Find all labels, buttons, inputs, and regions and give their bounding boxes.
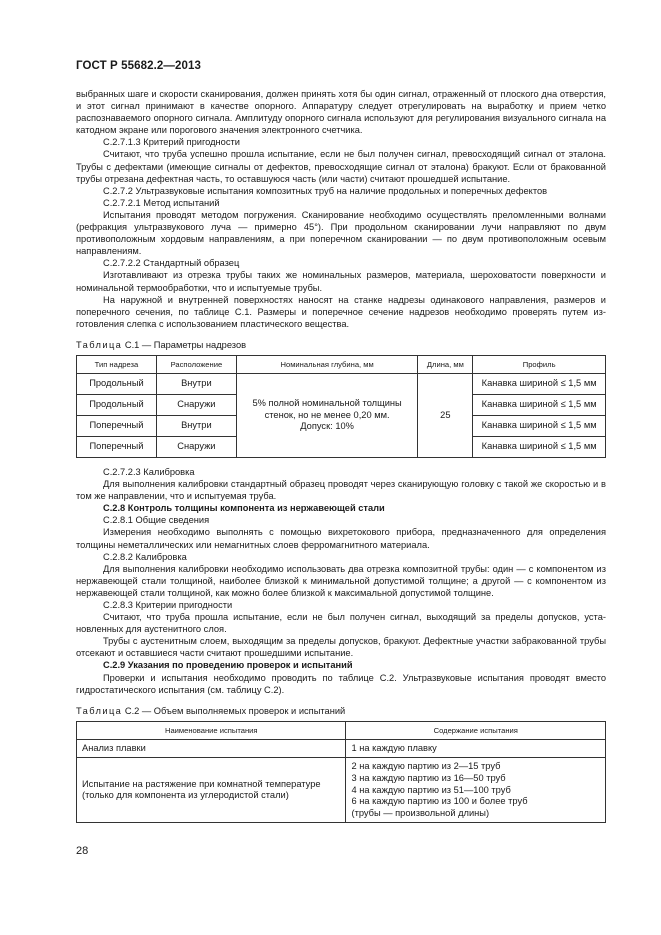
location-cell: Внутри [156, 373, 236, 394]
paragraph: На наружной и внутренней поверхностях наносят на станке надрезы одинакового направления, размеров и поперечного сечения, по таблице С.1. Размеры и поперечное сечение надрезов необходимо проверять путем изготовления слепка с использованием пластического вещества. [76, 294, 606, 329]
notch-parameters-table [76, 355, 606, 458]
section-heading: С.2.8.2 Калибровка [103, 551, 187, 562]
table-header-cell: Наименование испытания [77, 721, 346, 739]
depth-line: Допуск: 10% [300, 421, 354, 432]
test-content-line: 3 на каждую партию из 16—50 труб [351, 773, 506, 784]
spacer [76, 458, 606, 466]
test-content-line: 4 на каждую партию из 51—100 труб [351, 784, 511, 795]
test-name-cell: Анализ плавки [77, 739, 346, 758]
section-heading: С.2.7.2.1 Метод испытаний [103, 197, 220, 208]
table2-caption-text: С.2 — Объем выполняемых проверок и испытаний [122, 705, 346, 716]
table-header-row [77, 721, 606, 739]
table-header-cell: Номинальная глубина, мм [236, 355, 418, 373]
table-row [77, 758, 606, 823]
table-header-cell: Содержание испытания [346, 721, 606, 739]
table-header-cell: Профиль [473, 355, 606, 373]
paragraph: Изготавливают из отрезка трубы таких же номинальных размеров, материала, шероховатости поверхности и номинальной термообработки, что и испытуемые трубы. [76, 270, 606, 293]
test-content-line: (трубы — произвольной длины) [351, 807, 490, 818]
paragraph: выбранных шаге и скорости сканирования, должен принять хотя бы один сигнал, отраженный от плоского дна отверстия, и этот сигнал принимают в качестве опорного. Аппаратуру следует отрегулировать на выработку и прием четко распознаваемого опорного сигнала. Амплитуду опорного сигнала используют для регулирования визуального сигнала на катодном экране или порогового значения электронного счетчика. [76, 89, 606, 136]
table-row [77, 373, 606, 394]
section-heading: С.2.7.2 Ультразвуковые испытания композитных труб на наличие продольных и поперечных дефектов [103, 185, 548, 196]
profile-cell: Канавка шириной ≤ 1,5 мм [473, 436, 606, 457]
test-name-line: (только для компонента из углеродистой стали) [82, 790, 289, 801]
paragraph: Для выполнения калибровки необходимо использовать два отрезка композитной трубы: один — с компонентом из нержавеющей стали толщиной, наиболее близкой к минимальной допустимой толщине; а другой — с компонентом из нержавеющей стали толщиной, как можно более близкой к максимальной допустимой толщине. [76, 563, 606, 598]
section-heading-bold: С.2.9 Указания по проведению проверок и испытаний [103, 660, 353, 671]
paragraph: Испытания проводят методом погружения. Сканирование необходимо осуществлять преломленными волнами (рефракция ультразвукового луча — примерно 45°). При продольном сканировании лучи направляют по двум противоположным хордовым направлениям, а при поперечном сканировании — по двум противоположным осевым направлениям. [76, 209, 606, 257]
depth-cell [236, 373, 418, 457]
table-header-row [77, 355, 606, 373]
table2-caption [76, 705, 606, 717]
paragraph: Для выполнения калибровки стандартный образец проводят через сканирующую головку с такой же скоростью и в том же направлении, что и испытуемая труба. [76, 479, 606, 502]
notch-type-cell: Продольный [77, 373, 157, 394]
notch-type-cell: Поперечный [77, 436, 157, 457]
table1-caption [76, 339, 606, 351]
table-header-cell: Тип надреза [77, 355, 157, 373]
section-heading: С.2.7.1.3 Критерий пригодности [103, 137, 240, 148]
location-cell: Внутри [156, 415, 236, 436]
section-heading: С.2.7.2.2 Стандартный образец [103, 258, 240, 269]
page-header: ГОСТ Р 55682.2—2013 [76, 60, 201, 72]
location-cell: Снаружи [156, 436, 236, 457]
table-header-cell: Длина, мм [418, 355, 473, 373]
section-heading: С.2.8.1 Общие сведения [103, 515, 210, 526]
paragraph: Считают, что труба успешно прошла испытание, если не был получен сигнал, превосходящий сигнал от эталона. Трубы с дефектами (имеющие сигналы от дефектов, превосходящие сигнал от эталона) бракуют. Если от бракованной трубы отрезана дефектная часть, то оставшуюся часть (или части) считают прошедшей испытание. [76, 149, 606, 184]
paragraph: Измерения необходимо выполнять с помощью вихретокового прибора, предназначенного для определения толщины неметаллических или немагнитных слоев ферромагнитного материала. [76, 527, 606, 550]
notch-type-cell: Поперечный [77, 415, 157, 436]
section-heading: С.2.8.3 Критерии пригодности [103, 600, 233, 610]
table-header-cell: Расположение [156, 355, 236, 373]
paragraph: Проверки и испытания необходимо проводить по таблице С.2. Ультразвуковые испытания проводят вместо гидростатического испытания (см. таблицу С.2). [76, 672, 606, 695]
paragraph: Трубы с аустенитным слоем, выходящим за пределы допусков, бракуют. Дефектные участки забракованной трубы отсекают и оставшиеся части считают прошедшими испытание. [76, 636, 606, 659]
test-content-line: 6 на каждую партию из 100 и более труб [351, 796, 528, 807]
section-heading-bold: С.2.8 Контроль толщины компонента из нержавеющей стали [103, 503, 385, 514]
depth-line: стенок, но не менее 0,20 мм. [264, 409, 390, 420]
table1-caption-text: С.1 — Параметры надрезов [122, 339, 247, 350]
table2-caption-word: Таблица [76, 705, 123, 716]
length-cell: 25 [418, 373, 473, 457]
section-heading: С.2.7.2.3 Калибровка [103, 466, 195, 477]
location-cell: Снаружи [156, 394, 236, 415]
paragraph: Считают, что труба прошла испытание, если не был получен сигнал, выходящий за пределы допусков, установленных для аустенитного слоя. [76, 612, 606, 635]
profile-cell: Канавка шириной ≤ 1,5 мм [473, 394, 606, 415]
test-content-line: 2 на каждую партию из 2—15 труб [351, 761, 501, 772]
test-content-cell: 1 на каждую плавку [346, 739, 606, 758]
profile-cell: Канавка шириной ≤ 1,5 мм [473, 373, 606, 394]
test-name-cell [77, 758, 346, 823]
profile-cell: Канавка шириной ≤ 1,5 мм [473, 415, 606, 436]
page-number: 28 [76, 845, 89, 857]
test-content-cell [346, 758, 606, 823]
depth-line: 5% полной номинальной толщины [252, 398, 402, 409]
page-content [76, 88, 606, 823]
table-row [77, 739, 606, 758]
test-name-line: Испытание на растяжение при комнатной температуре [82, 778, 321, 789]
notch-type-cell: Продольный [77, 394, 157, 415]
table1-caption-word: Таблица [76, 339, 123, 350]
tests-scope-table [76, 721, 606, 824]
